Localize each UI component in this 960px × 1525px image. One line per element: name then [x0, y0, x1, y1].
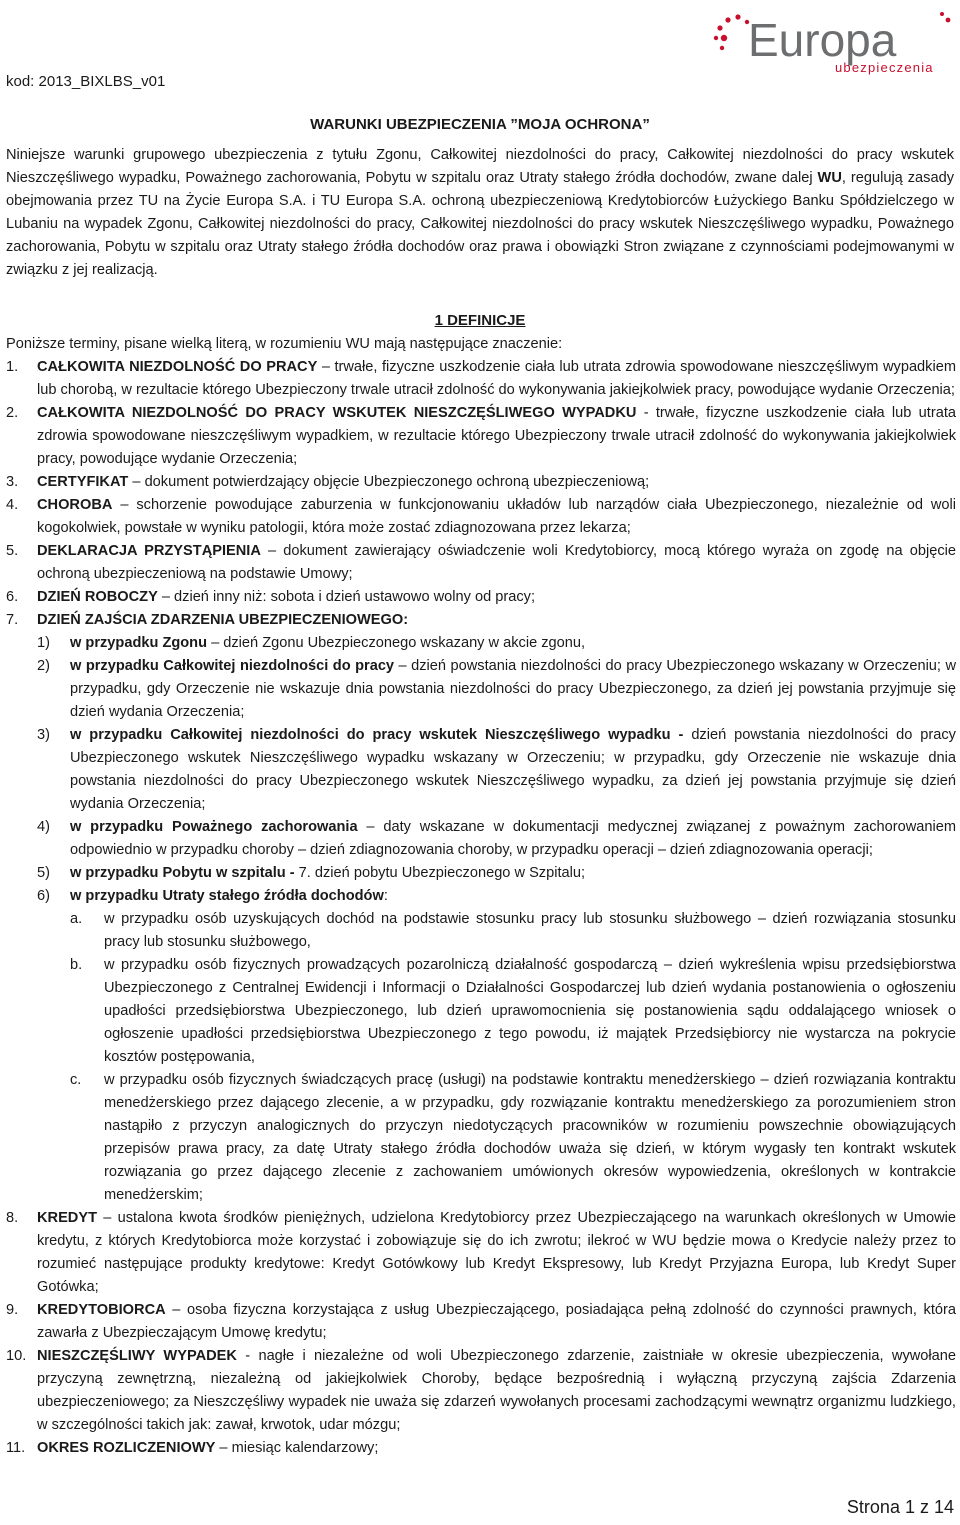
definition-text: – ustalona kwota środków pieniężnych, udzielona Kredytobiorcy przez Ubezpieczającego na warunkach określonych w Umowie kredytu, z których Kredytobiorca może korzystać i zobowiązuje się do ich zwrotu; ilekroć w WU będzie mowa o Kredycie należy przez to rozumieć następujące produkty kredytowe: Kredyt Gotówkowy lub Kredyt Ekspresowy, lub Kredyt Przyjazna Europa, lub Kredyt Super Gotówka;	[37, 1210, 956, 1295]
sub-text: – dzień Zgonu Ubezpieczonego wskazany w akcie zgonu,	[207, 635, 586, 651]
section-heading-text: 1 DEFINICJE	[434, 312, 526, 329]
definition-term: DZIEŃ ZAJŚCIA ZDARZENIA UBEZPIECZENIOWEGO:	[37, 612, 409, 628]
definition-item	[6, 356, 956, 402]
definition-term: CAŁKOWITA NIEZDOLNOŚĆ DO PRACY	[37, 359, 318, 375]
sub-number: 4)	[37, 819, 50, 835]
definition-number: 6.	[6, 589, 19, 605]
definition-term: DEKLARACJA PRZYSTĄPIENIA	[37, 543, 261, 559]
event-date-item	[37, 885, 956, 1207]
definition-number: 7.	[6, 612, 19, 628]
definition-term: OKRES ROZLICZENIOWY	[37, 1440, 216, 1456]
definition-number: 1.	[6, 359, 19, 375]
definition-number: 11.	[6, 1440, 26, 1456]
sub-term: w przypadku Całkowitej niezdolności do pracy wskutek Nieszczęśliwego wypadku -	[70, 727, 684, 743]
definition-term: CHOROBA	[37, 497, 113, 513]
sub-text: dzień powstania niezdolności do pracy Ubezpieczonego wskutek Nieszczęśliwego wypadku wskazany w Orzeczeniu; w przypadku, gdy Orzeczenie nie wskazuje dnia powstania niezdolności do pracy Ubezpieczonego wskutek Nieszczęśliwego wypadku, za dzień jej powstania przyjmuje się dzień wydania Orzeczenia;	[70, 727, 956, 812]
definition-number: 8.	[6, 1210, 19, 1226]
intro-text-1: Niniejsze warunki grupowego ubezpieczenia z tytułu Zgonu, Całkowitej niezdolności do pracy, Całkowitej niezdolności do pracy wskutek Nieszczęśliwego wypadku, Poważnego zachorowania, Pobytu w szpitalu oraz Utraty stałego źródła dochodów, zwane dalej	[6, 147, 954, 186]
sub-text: – daty wskazane w dokumentacji medycznej związanej z poważnym zachorowaniem odpowiednio w przypadku choroby – dzień zdiagnozowania choroby, w przypadku operacji – dzień zdiagnozowania operacji;	[70, 819, 956, 858]
event-date-item	[37, 816, 956, 862]
definition-item	[6, 586, 956, 609]
alpha-number: c.	[70, 1072, 82, 1088]
section-heading	[0, 309, 960, 332]
definition-item	[6, 402, 956, 471]
event-date-sublist	[37, 632, 956, 1207]
definition-term: DZIEŃ ROBOCZY	[37, 589, 158, 605]
sub-term: w przypadku Całkowitej niezdolności do pracy	[70, 658, 395, 674]
definitions-lead: Poniższe terminy, pisane wielką literą, w rozumieniu WU mają następujące znaczenie:	[6, 336, 563, 352]
event-date-item	[37, 862, 956, 885]
income-loss-item	[70, 908, 956, 954]
definition-text: – osoba fizyczna korzystająca z usług Ubezpieczającego, posiadająca pełną zdolność do czynności prawnych, która zawarła z Ubezpieczającym Umowę kredytu;	[37, 1302, 956, 1341]
sub-number: 5)	[37, 865, 50, 881]
sub-term: w przypadku Utraty stałego źródła dochodów	[70, 888, 384, 904]
income-loss-item	[70, 1069, 956, 1207]
definition-text: – schorzenie powodujące zaburzenia w funkcjonowaniu układów lub narządów ciała Ubezpieczonego, niezależnie od woli kogokolwiek, powstałe w wyniku patologii, która może zostać zdiagnozowana przez lekarza;	[37, 497, 956, 536]
page-number: Strona 1 z 14	[846, 1497, 954, 1517]
sub-number: 3)	[37, 727, 50, 743]
definition-term: NIESZCZĘŚLIWY WYPADEK	[37, 1348, 237, 1364]
logo-wordmark: Europa	[748, 14, 897, 66]
sub-text: – dzień powstania niezdolności do pracy Ubezpieczonego wskazany w Orzeczeniu; w przypadku, gdy Orzeczenie nie wskazuje dnia powstania niezdolności do pracy Ubezpieczonego, za dzień jej powstania przyjmuje się dzień wydania Orzeczenia;	[70, 658, 956, 720]
intro-paragraph	[6, 144, 954, 282]
definition-item	[6, 1345, 956, 1437]
definition-text: – dokument zawierający oświadczenie woli Kredytobiorcy, mocą którego wyraża on zgodę na objęcie ochroną ubezpieczeniową na podstawie Umowy;	[37, 543, 956, 582]
definition-text: - trwałe, fizyczne uszkodzenie ciała lub utrata zdrowia spowodowane nieszczęśliwym wypadkiem, w rezultacie którego Ubezpieczony trwale utracił zdolność do wykonywania jakiejkolwiek pracy, powodujące wydanie Orzeczenia;	[37, 405, 956, 467]
alpha-number: b.	[70, 957, 83, 973]
definition-item	[6, 1299, 956, 1345]
definition-item	[6, 540, 956, 586]
definition-text: - nagłe i niezależne od woli Ubezpieczonego zdarzenie, zaistniałe w okresie ubezpieczenia, wywołane przyczyną zewnętrzną, niezależną od jakiejkolwiek Choroby, będące bezpośrednią i wyłączną przyczyną zajścia Zdarzenia ubezpieczeniowego; za Nieszczęśliwy wypadek nie uważa się zdarzeń wywołanych procesami zachodzącymi wewnątrz organizmu ludzkiego, w szczególności takich jak: zawał, krwotok, udar mózgu;	[37, 1348, 956, 1433]
definition-term: KREDYT	[37, 1210, 97, 1226]
intro-text-2: , regulują zasady obejmowania przez TU na Życie Europa S.A. i TU Europa S.A. ochroną ubezpieczeniową Kredytobiorców Łużyckiego Banku Spółdzielczego w Lubaniu na wypadek Zgonu, Całkowitej niezdolności do pracy, Całkowitej niezdolności do pracy wskutek Nieszczęśliwego wypadku, Poważnego zachorowania, Pobytu w szpitalu oraz Utraty stałego źródła dochodów oraz prawa i obowiązki Stron związane z czynnościami podejmowanymi w związku z jej realizacją.	[6, 170, 954, 278]
event-date-item	[37, 632, 956, 655]
definition-number: 9.	[6, 1302, 19, 1318]
definition-number: 4.	[6, 497, 19, 513]
definition-item	[6, 1437, 956, 1460]
definition-text: – trwałe, fizyczne uszkodzenie ciała lub utrata zdrowia spowodowane nieszczęśliwym wypadkiem lub chorobą, w rezultacie którego Ubezpieczony trwale utracił zdolność do wykonywania jakiejkolwiek pracy, powodujące wydanie Orzeczenia;	[37, 359, 956, 398]
definition-item	[6, 494, 956, 540]
definition-number: 2.	[6, 405, 19, 421]
event-date-item	[37, 724, 956, 816]
definition-item	[6, 609, 956, 1207]
intro-wu: WU	[817, 170, 842, 186]
definition-term: CAŁKOWITA NIEZDOLNOŚĆ DO PRACY WSKUTEK NIESZCZĘŚLIWEGO WYPADKU	[37, 405, 637, 421]
sub-term: w przypadku Poważnego zachorowania	[70, 819, 358, 835]
sub-number: 1)	[37, 635, 50, 651]
europa-logo	[708, 6, 958, 76]
alpha-text: w przypadku osób fizycznych świadczących pracę (usługi) na podstawie kontraktu menedżerskiego – dzień rozwiązania kontraktu menedżerskiego przez dającego zlecenie, a w przypadku, gdy rozwiązanie kontraktu menedżerskiego za porozumieniem stron nastąpiło z przyczyn analogicznych do przyczyn niedotyczących pracowników w rozumieniu powszechnie obowiązujących przepisów prawa pracy, za datę Utraty stałego źródła dochodów uważa się dzień, w którym wygasły ten kontrakt wskutek rozwiązania go przez dającego zlecenie z zachowaniem umówionych okresów wypowiedzenia, określonych w kontrakcie menedżerskim;	[104, 1072, 956, 1203]
definition-text: – dzień inny niż: sobota i dzień ustawowo wolny od pracy;	[157, 589, 536, 605]
logo-mark	[714, 14, 749, 50]
event-date-item	[37, 655, 956, 724]
alpha-number: a.	[70, 911, 83, 927]
definition-item	[6, 1207, 956, 1299]
definition-number: 10.	[6, 1348, 27, 1364]
income-loss-item	[70, 954, 956, 1069]
income-loss-sublist	[70, 908, 956, 1207]
document-code: kod: 2013_BIXLBS_v01	[6, 73, 166, 90]
sub-text: 7. dzień pobytu Ubezpieczonego w Szpitalu;	[294, 865, 586, 881]
alpha-text: w przypadku osób uzyskujących dochód na podstawie stosunku pracy lub stosunku służbowego – dzień rozwiązania stosunku pracy lub stosunku służbowego,	[104, 911, 956, 950]
sub-text: :	[383, 888, 388, 904]
definition-term: CERTYFIKAT	[37, 474, 129, 490]
document-title: WARUNKI UBEZPIECZENIA ”MOJA OCHRONA”	[310, 116, 650, 133]
definition-number: 3.	[6, 474, 19, 490]
definition-text: – dokument potwierdzający objęcie Ubezpieczonego ochroną ubezpieczeniową;	[128, 474, 650, 490]
sub-number: 2)	[37, 658, 50, 674]
sub-term: w przypadku Zgonu	[70, 635, 208, 651]
definition-number: 5.	[6, 543, 19, 559]
alpha-text: w przypadku osób fizycznych prowadzących pozarolniczą działalność gospodarczą – dzień wykreślenia wpisu przedsiębiorstwa Ubezpieczonego z Centralnej Ewidencji i Informacji o Działalności Gospodarczej lub dzień wydania postanowienia o ogłoszeniu upadłości przedsiębiorstwa Ubezpieczonego, lub dzień uprawomocnienia się postanowienia sądu oddalającego wniosek o ogłoszenie upadłości przedsiębiorstwa Ubezpieczonego z tego powodu, iż majątek Przedsiębiorcy nie wystarcza na pokrycie kosztów postępowania,	[104, 957, 956, 1065]
definition-item	[6, 471, 956, 494]
definitions-list	[6, 356, 956, 1460]
sub-number: 6)	[37, 888, 50, 904]
logo-tagline: ubezpieczenia	[835, 60, 934, 75]
sub-term: w przypadku Pobytu w szpitalu -	[70, 865, 295, 881]
definition-text: – miesiąc kalendarzowy;	[215, 1440, 379, 1456]
definition-term: KREDYTOBIORCA	[37, 1302, 166, 1318]
